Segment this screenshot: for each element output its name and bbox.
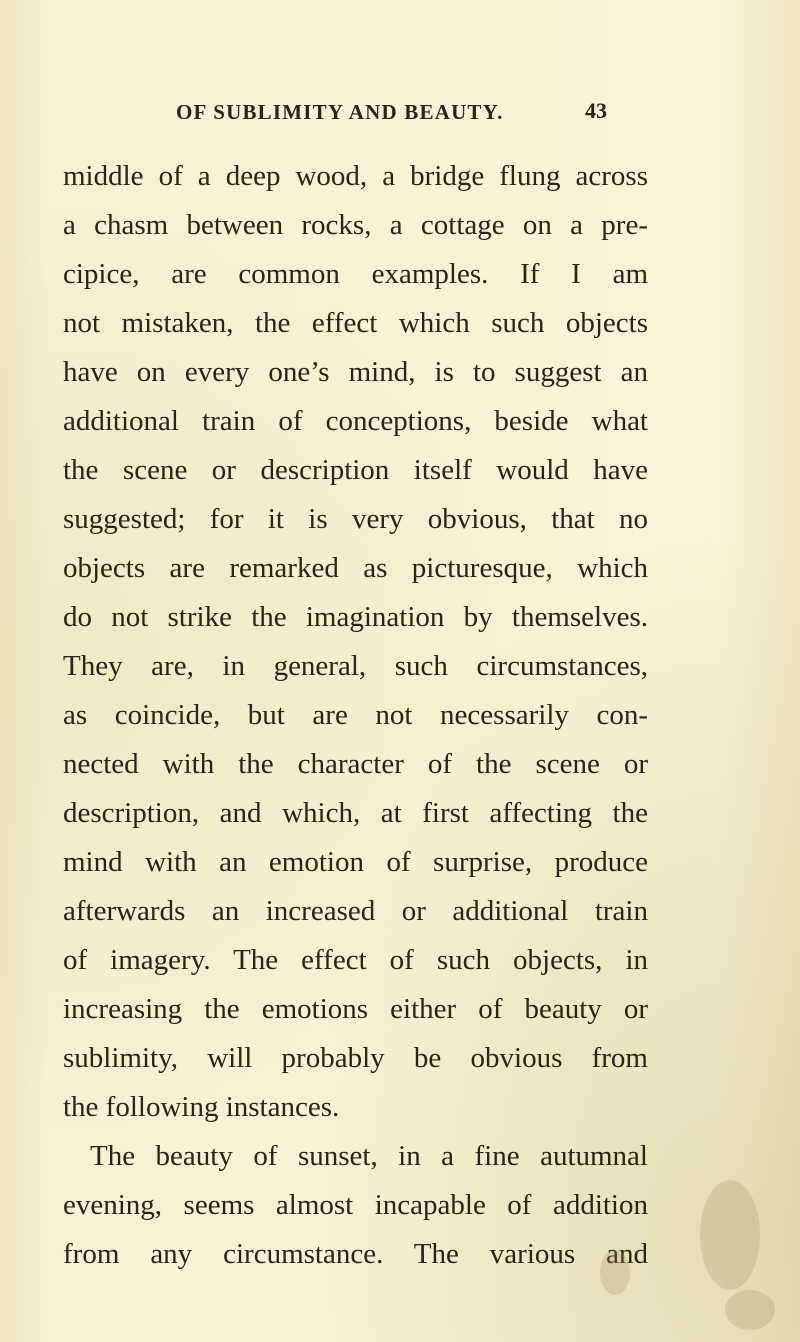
text-line: evening, seems almost incapable of addition [63,1189,648,1221]
text-line: of imagery. The effect of such objects, in [63,944,648,976]
text-line: mind with an emotion of surprise, produce [63,846,648,878]
text-line: not mistaken, the effect which such objects [63,307,648,339]
text-line: as coincide, but are not necessarily con- [63,699,648,731]
text-line: suggested; for it is very obvious, that no [63,503,648,535]
text-line: do not strike the imagination by themselves. [63,601,648,633]
text-line: sublimity, will probably be obvious from [63,1042,648,1074]
text-line: They are, in general, such circumstances, [63,650,648,682]
body-text [63,152,648,1279]
text-line: objects are remarked as picturesque, which [63,552,648,584]
text-line: additional train of conceptions, beside what [63,405,648,437]
paper-stain [700,1180,760,1290]
text-line: nected with the character of the scene or [63,748,648,780]
text-line: middle of a deep wood, a bridge flung across [63,160,648,192]
paper-stain [725,1290,775,1330]
page-header [0,100,800,140]
running-head: OF SUBLIMITY AND BEAUTY. [176,100,504,124]
text-line: the scene or description itself would have [63,454,648,486]
text-line: from any circumstance. The various and [63,1238,648,1270]
text-line: afterwards an increased or additional train [63,895,648,927]
paragraph-end-line: the following instances. [63,1091,340,1123]
text-line: a chasm between rocks, a cottage on a pre- [63,209,648,241]
text-line: cipice, are common examples. If I am [63,258,648,290]
paper-stain [600,1250,630,1295]
text-line: have on every one’s mind, is to suggest an [63,356,648,388]
paragraph-start-line: The beauty of sunset, in a fine autumnal [90,1140,648,1172]
page-number: 43 [585,98,607,123]
text-line: description, and which, at first affecting the [63,797,648,829]
text-line: increasing the emotions either of beauty or [63,993,648,1025]
